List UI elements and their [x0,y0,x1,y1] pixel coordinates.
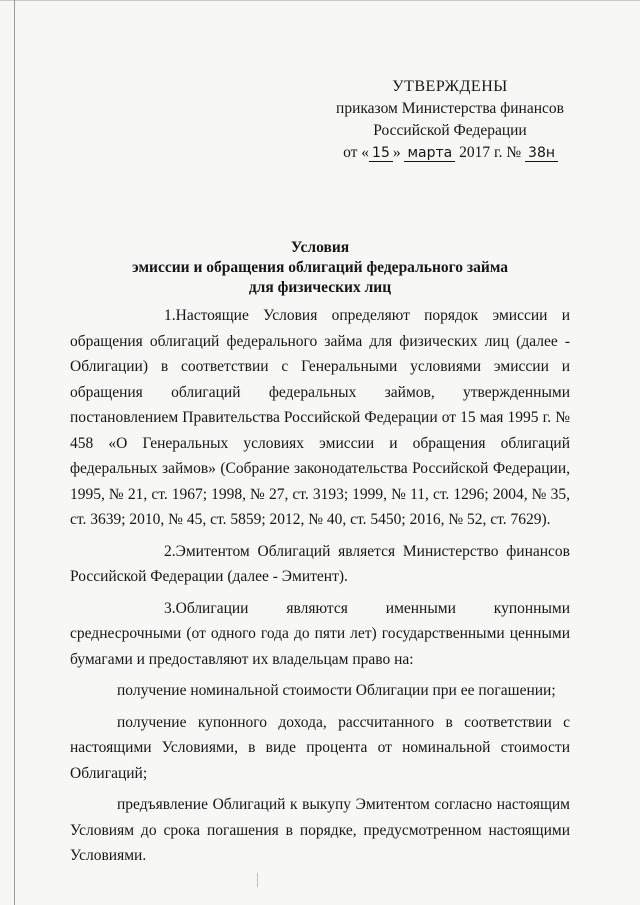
handwritten-day: 15 [369,145,393,162]
paragraph-1 [70,303,570,533]
page-edge-top [0,0,640,1]
handwritten-order-number: 38н [525,145,558,162]
date-mid1: » [392,144,405,161]
title-line-1: Условия [290,239,350,256]
paragraph-text: Настоящие Условия определяют порядок эмиссии и обращения облигаций федерального займа для физических лиц (далее - Облигации) в соответствии с Генеральными условиями эмиссии и обращения облигаций федеральных займов, утвержденными постановлением Правительства Российской Федерации от 15 мая 1995 г. № 458 «О Генеральных условиях эмиссии и обращения облигаций федеральных займов» (Собрание законодательства Российской Федерации, 1995, № 21, ст. 1967; 1998, № 27, ст. 3193; 1999, № 11, ст. 1296; 2004, № 35, ст. 3639; 2010, № 45, ст. 5859; 2012, № 40, ст. 5450; 2016, № 52, ст. 7629). [70,307,570,528]
approval-title: УТВЕРЖДЕНЫ [392,78,508,95]
handwritten-month: марта [404,145,455,162]
list-item-coupon [70,710,570,787]
list-item-nominal [70,678,570,704]
paragraph-2 [70,539,570,590]
paragraph-text: Эмитентом Облигаций является Министерство финансов Российской Федерации (далее - Эмитент). [70,542,570,585]
paragraph-text: Облигации являются именными купонными среднесрочными (от одного года до пяти лет) государственными ценными бумагами и предоставляют их владельцам право на: [70,599,570,668]
paragraph-3 [70,596,570,673]
list-item-text: предъявление Облигаций к выкупу Эмитентом согласно настоящим Условиям до срока погашения в порядке, предусмотренном настоящими Условиями. [70,796,570,864]
title-line-2: эмиссии и обращения облигаций федерального займа [131,259,509,276]
page-edge-left [14,0,15,905]
document-body [70,303,570,869]
approval-line-federation: Российской Федерации [373,122,527,139]
date-prefix: от « [343,144,370,161]
paragraph-number: 3. [164,599,176,617]
list-item-text: получение купонного дохода, рассчитанного в соответствии с настоящими Условиями, в виде процента от номинальной стоимости Облигаций; [70,713,570,782]
title-line-3: для физических лиц [248,279,392,296]
approval-line-ministry: приказом Министерства финансов [336,100,564,117]
list-item-buyback [70,792,570,869]
paragraph-number: 2. [164,542,176,560]
paragraph-number: 1. [164,307,176,324]
scan-speck [257,873,258,887]
document-title [60,238,580,298]
list-item-text: получение номинальной стоимости Облигации при ее погашении; [117,682,556,699]
approval-date-line [330,142,570,164]
date-mid2: 2017 г. № [455,144,526,161]
approval-stamp-block [330,76,570,164]
